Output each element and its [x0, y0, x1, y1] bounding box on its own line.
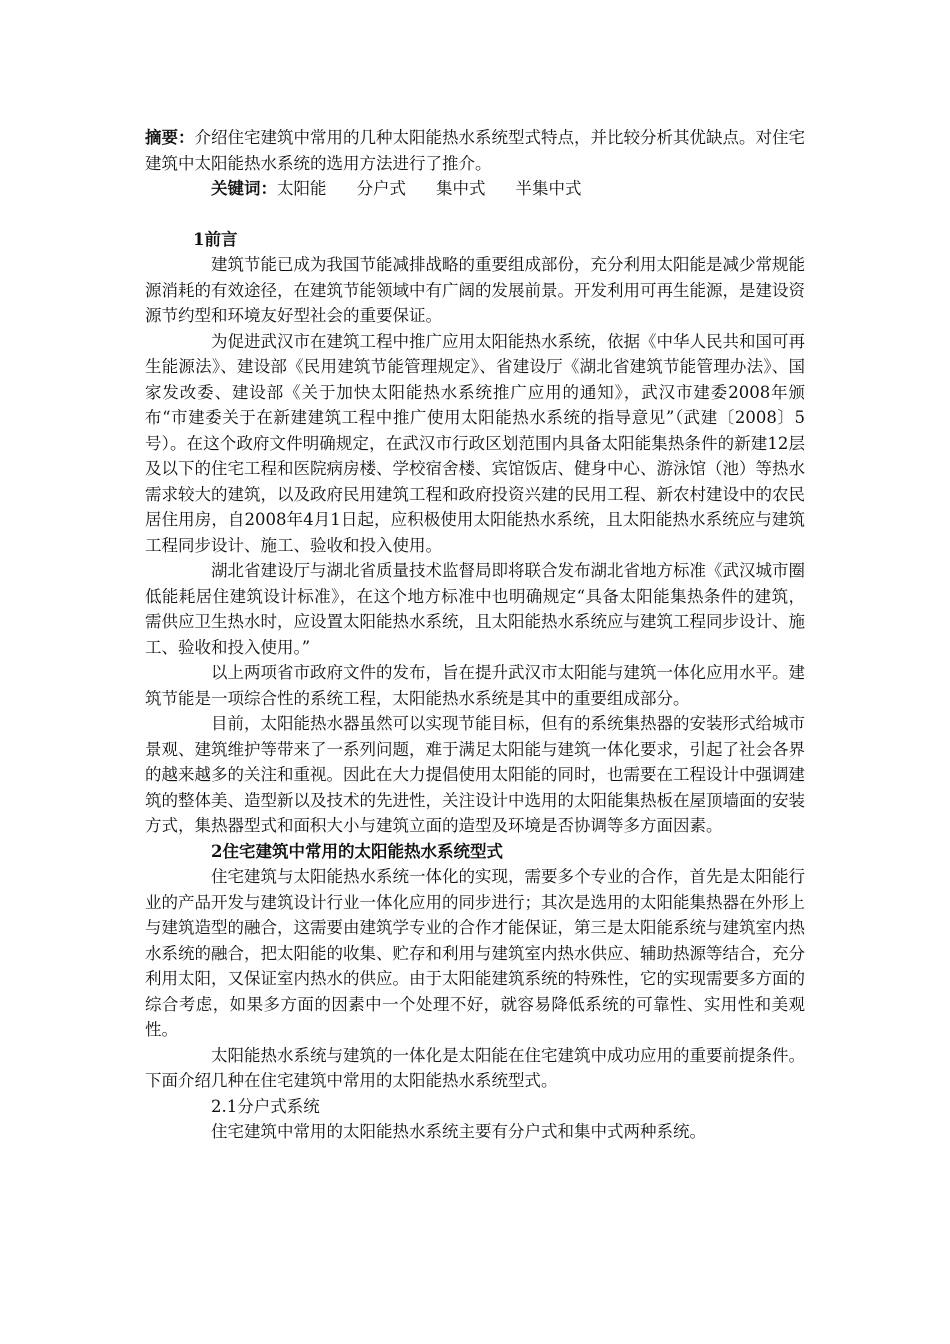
section-heading: 2住宅建筑中常用的太阳能热水系统型式: [211, 841, 503, 861]
paragraph: 住宅建筑中常用的太阳能热水系统主要有分户式和集中式两种系统。: [211, 1122, 706, 1141]
subsection-heading: 2.1分户式系统: [211, 1096, 320, 1116]
section-heading: 1前言: [193, 229, 238, 249]
keyword: 太阳能: [277, 179, 327, 198]
abstract: [145, 125, 805, 176]
paragraph: 为促进武汉市在建筑工程中推广应用太阳能热水系统，依据《中华人民共和国可再生能源法》、建设部《民用建筑节能管理规定》、省建设厅《湖北省建筑节能管理办法》、国家发改委、建设部《关于加快太阳能热水系统推广应用的通知》，武汉市建委2008年颁布“市建委关于在新建建筑工程中推广使用太阳能热水系统的指导意见”（武建〔2008〕5号）。在这个政府文件明确规定，在武汉市行政区划范围内具备太阳能集热条件的新建12层及以下的住宅工程和医院病房楼、学校宿舍楼、宾馆饭店、健身中心、游泳馆（池）等热水需求较大的建筑，以及政府民用建筑工程和政府投资兴建的民用工程、新农村建设中的农民居住用房，自2008年4月1日起，应积极使用太阳能热水系统，且太阳能热水系统应与建筑工程同步设计、施工、验收和投入使用。: [145, 331, 805, 555]
keyword: 集中式: [436, 179, 486, 198]
keyword: 半集中式: [515, 179, 582, 198]
paragraph: 住宅建筑与太阳能热水系统一体化的实现，需要多个专业的合作，首先是太阳能行业的产品开发与建筑设计行业一体化应用的同步进行；其次是选用的太阳能集热器在外形上与建筑造型的融合，这需要由建筑学专业的合作才能保证，第三是太阳能系统与建筑室内热水系统的融合，把太阳能的收集、贮存和利用与建筑室内热水供应、辅助热源等结合，充分利用太阳，又保证室内热水的供应。由于太阳能建筑系统的特殊性，它的实现需要多方面的综合考虑，如果多方面的因素中一个处理不好，就容易降低系统的可靠性、实用性和美观性。: [145, 867, 805, 1039]
abstract-label: 摘要：: [145, 128, 195, 147]
paragraph: 目前，太阳能热水器虽然可以实现节能目标，但有的系统集热器的安装形式给城市景观、建筑维护等带来了一系列问题，难于满足太阳能与建筑一体化要求，引起了社会各界的越来越多的关注和重视。因此在大力提倡使用太阳能的同时，也需要在工程设计中强调建筑的整体美、造型新以及技术的先进性，关注设计中选用的太阳能集热板在屋顶墙面的安装方式，集热器型式和面积大小与建筑立面的造型及环境是否协调等多方面因素。: [145, 714, 805, 835]
keywords: [145, 176, 805, 202]
paragraph: 建筑节能已成为我国节能减排战略的重要组成部份，充分利用太阳能是减少常规能源消耗的有效途径，在建筑节能领域中有广阔的发展前景。开发利用可再生能源，是建设资源节约型和环境友好型社会的重要保证。: [145, 255, 805, 325]
abstract-text: 介绍住宅建筑中常用的几种太阳能热水系统型式特点，并比较分析其优缺点。对住宅建筑中太阳能热水系统的选用方法进行了推介。: [145, 128, 805, 173]
keyword: 分户式: [356, 179, 406, 198]
document-page: [145, 125, 805, 1145]
paragraph: 太阳能热水系统与建筑的一体化是太阳能在住宅建筑中成功应用的重要前提条件。下面介绍几种在住宅建筑中常用的太阳能热水系统型式。: [145, 1045, 805, 1090]
keywords-label: 关键词：: [211, 179, 277, 198]
paragraph: 以上两项省市政府文件的发布，旨在提升武汉市太阳能与建筑一体化应用水平。建筑节能是一项综合性的系统工程，太阳能热水系统是其中的重要组成部分。: [145, 663, 805, 708]
paragraph: 湖北省建设厅与湖北省质量技术监督局即将联合发布湖北省地方标准《武汉城市圈低能耗居住建筑设计标准》，在这个地方标准中也明确规定“具备太阳能集热条件的建筑，需供应卫生热水时，应设置太阳能热水系统，且太阳能热水系统应与建筑工程同步设计、施工、验收和投入使用。”: [145, 561, 805, 657]
